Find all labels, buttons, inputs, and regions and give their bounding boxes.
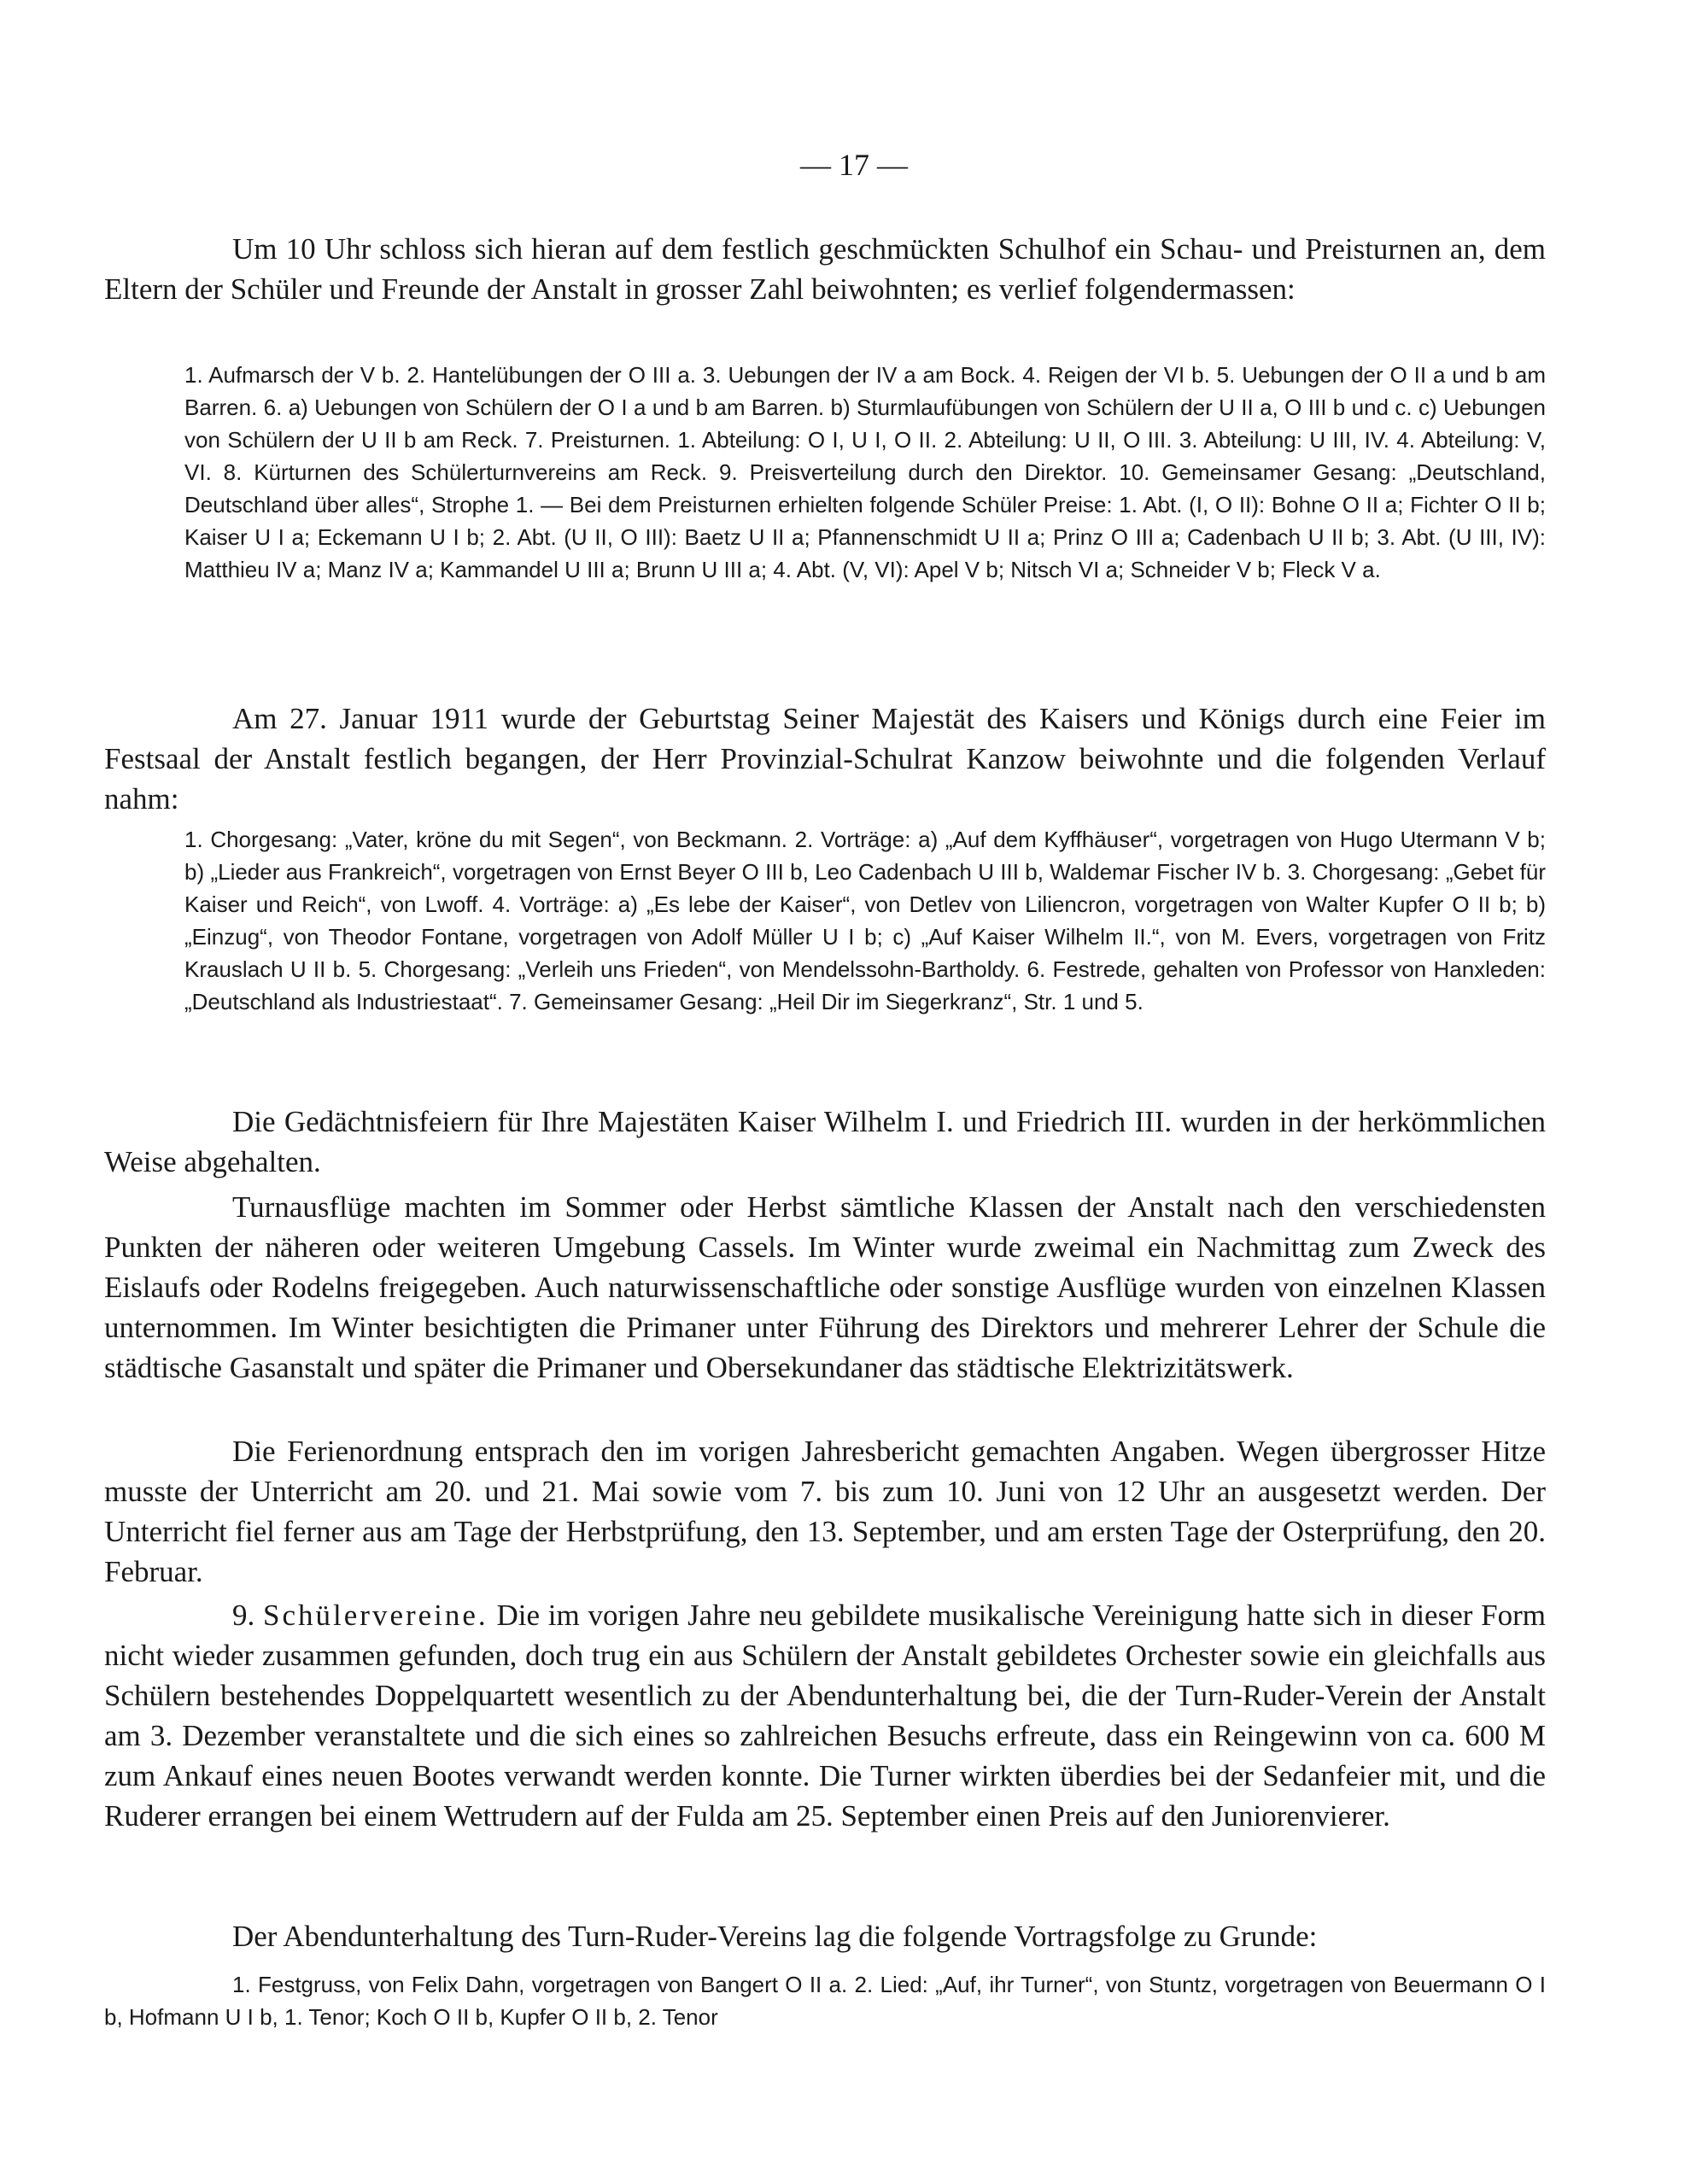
paragraph-ferienordnung: Die Ferienordnung entsprach den im vorigen Jahresbericht gemachten Angaben. Wegen übergrosser Hitze musste der Unterricht am 20. und 21. Mai sowie vom 7. bis zum 10. Juni von 12 Uhr an ausgesetzt werden. Der Unterricht fiel ferner aus am Tage der Herbstprüfung, den 13. September, und am ersten Tage der Osterprüfung, den 20. Februar. — [104, 1435, 1546, 1588]
section-number: 9. — [232, 1599, 255, 1632]
page-number: — 17 — — [800, 148, 908, 182]
paragraph-schauturnen: Um 10 Uhr schloss sich hieran auf dem festlich geschmückten Schulhof ein Schau- und Preisturnen an, dem Eltern der Schüler und Freunde der Anstalt in grosser Zahl beiwohnten; es verlief folgendermassen: — [104, 232, 1546, 306]
paragraph-turnausfluege: Turnausflüge machten im Sommer oder Herbst sämtliche Klassen der Anstalt nach den verschiedensten Punkten der näheren oder weiteren Umgebung Cassels. Im Winter wurde zweimal ein Nachmittag zum Zweck des Eislaufs oder Rodelns freigegeben. Auch naturwissenschaftliche oder sonstige Ausflüge wurden von einzelnen Klassen unternommen. Im Winter besichtigten die Primaner unter Führung des Direktors und mehrerer Lehrer der Schule die städtische Gasanstalt und später die Primaner und Obersekundaner das städtische Elektrizitätswerk. — [104, 1190, 1546, 1384]
section-heading: Schülervereine. — [263, 1599, 488, 1632]
paragraph-schuelervereine — [104, 1595, 1546, 1836]
list-turnprogramm — [184, 359, 1546, 586]
paragraph-vortragsfolge: Der Abendunterhaltung des Turn-Ruder-Vereins lag die folgende Vortragsfolge zu Grunde: — [232, 1920, 1318, 1953]
list-turnprogramm-text: 1. Aufmarsch der V b. 2. Hantelübungen der O III a. 3. Uebungen der IV a am Bock. 4. Reigen der VI b. 5. Uebungen der O II a und b am Barren. 6. a) Uebungen von Schülern der O I a und b am Barren. b) Sturmlaufübungen von Schülern der U II a, O III b und c. c) Uebungen von Schülern der U II b am Reck. 7. Preisturnen. 1. Abteilung: O I, U I, O II. 2. Abteilung: U II, O III. 3. Abteilung: U III, IV. 4. Abteilung: V, VI. 8. Kürturnen des Schülerturnvereins am Reck. 9. Preisverteilung durch den Direktor. 10. Gemeinsamer Gesang: „Deutschland, Deutschland über alles“, Strophe 1. — Bei dem Preisturnen erhielten folgende Schüler Preise: 1. Abt. (I, O II): Bohne O II a; Fichter O II b; Kaiser U I a; Eckemann U I b; 2. Abt. (U II, O III): Baetz U II a; Pfannenschmidt U II a; Prinz O III a; Cadenbach U II b; 3. Abt. (U III, IV): Matthieu IV a; Manz IV a; Kammandel U III a; Brunn U III a; 4. Abt. (V, VI): Apel V b; Nitsch VI a; Schneider V b; Fleck V a. — [184, 362, 1546, 582]
list-festprogramm: 1. Chorgesang: „Vater, kröne du mit Segen“, von Beckmann. 2. Vorträge: a) „Auf dem Kyffhäuser“, vorgetragen von Hugo Utermann V b; b) „Lieder aus Frankreich“, vorgetragen von Ernst Beyer O III b, Leo Cadenbach U III b, Waldemar Fischer IV b. 3. Chorgesang: „Gebet für Kaiser und Reich“, von Lwoff. 4. Vorträge: a) „Es lebe der Kaiser“, von Detlev von Liliencron, vorgetragen von Walter Kupfer O II b; b) „Einzug“, von Theodor Fontane, vorgetragen von Adolf Müller U I b; c) „Auf Kaiser Wilhelm II.“, von M. Evers, vorgetragen von Fritz Krauslach U II b. 5. Chorgesang: „Verleih uns Frieden“, von Mendelssohn-Bartholdy. 6. Festrede, gehalten von Professor von Hanxleden: „Deutschland als Industriestaat“. 7. Gemeinsamer Gesang: „Heil Dir im Siegerkranz“, Str. 1 und 5. — [184, 827, 1546, 1014]
paragraph-gedaechtnisfeiern: Die Gedächtnisfeiern für Ihre Majestäten Kaiser Wilhelm I. und Friedrich III. wurden in der herkömmlichen Weise abgehalten. — [104, 1105, 1546, 1178]
paragraph-kaisergeburtstag: Am 27. Januar 1911 wurde der Geburtstag Seiner Majestät des Kaisers und Königs durch eine Feier im Festsaal der Anstalt festlich begangen, der Herr Provinzial-Schulrat Kanzow beiwohnte und die folgenden Verlauf nahm: — [104, 702, 1546, 816]
list-vortragsfolge: 1. Festgruss, von Felix Dahn, vorgetragen von Bangert O II a. 2. Lied: „Auf, ihr Turner“, von Stuntz, vorgetragen von Beuermann O I b, Hofmann U I b, 1. Tenor; Koch O II b, Kupfer O II b, 2. Tenor — [104, 1972, 1546, 2030]
section-body: Die im vorigen Jahre neu gebildete musikalische Vereinigung hatte sich in dieser Form nicht wieder zusammen gefunden, doch trug ein aus Schülern der Anstalt gebildetes Orchester sowie ein gleichfalls aus Schülern bestehendes Doppelquartett wesentlich zu der Abendunterhaltung bei, die der Turn-Ruder-Verein der Anstalt am 3. Dezember veranstaltete und die sich eines so zahlreichen Besuchs erfreute, dass ein Reingewinn von ca. 600 M zum Ankauf eines neuen Bootes verwandt werden konnte. Die Turner wirkten überdies bei der Sedanfeier mit, und die Ruderer errangen bei einem Wettrudern auf der Fulda am 25. September einen Preis auf den Juniorenvierer. — [104, 1599, 1547, 1833]
